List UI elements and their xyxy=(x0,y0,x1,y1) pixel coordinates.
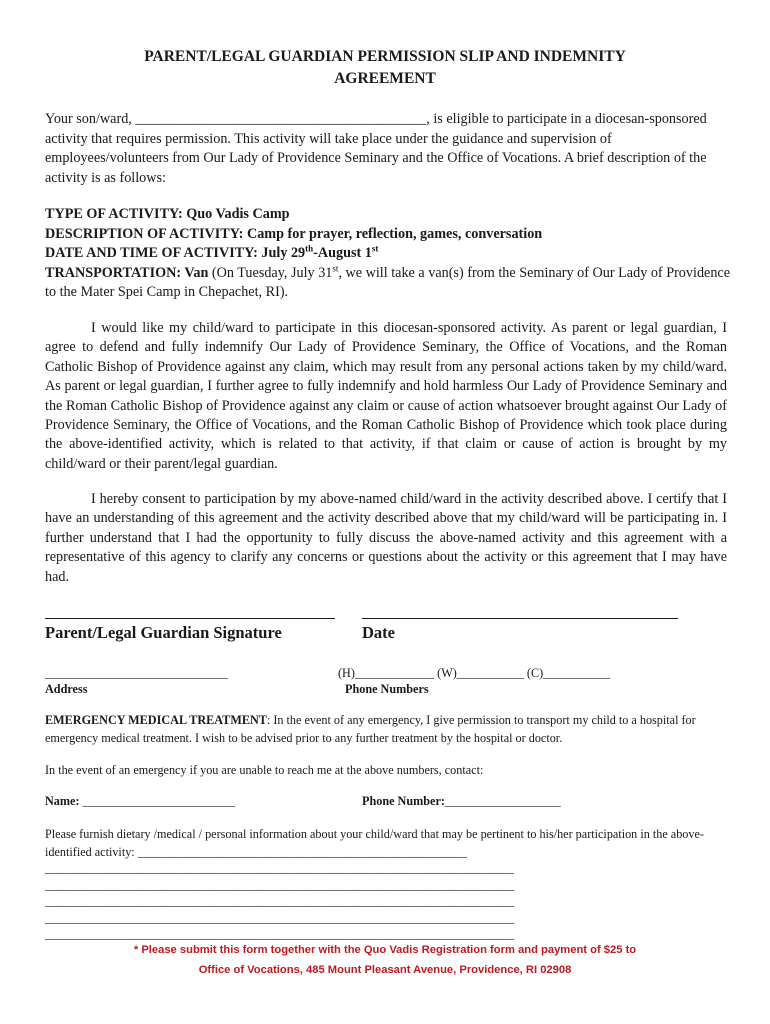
activity-transportation: TRANSPORTATION: Van (On Tuesday, July 31st, we will take a van(s) from the Seminary of Our Lady of Providence to the Mater Spei Camp in Chepachet, RI). xyxy=(45,262,731,300)
contact-phone-field[interactable]: ___________________ xyxy=(444,794,561,808)
son-ward-name-field[interactable]: _________________________________________ xyxy=(135,111,427,127)
contact-phone-row: Phone Number:___________________ xyxy=(362,794,561,808)
address-field[interactable]: ______________________________ xyxy=(45,666,228,680)
title-line-1: PARENT/LEGAL GUARDIAN PERMISSION SLIP AND INDEMNITY xyxy=(144,48,626,65)
document-title xyxy=(60,46,710,90)
signature-line[interactable] xyxy=(45,618,335,619)
indemnity-paragraph: I would like my child/ward to participate in this diocesan-sponsored activity. As parent or legal guardian, I agree to defend and fully indemnify Our Lady of Providence Seminary, the Office of Vocations, and the Roman Catholic Bishop of Providence against any claim, which may result from any personal actions taken by my child/ward. As parent or legal guardian, I further agree to fully indemnify and hold harmless Our Lady of Providence Seminary and the Roman Catholic Bishop of Providence against any claim or cause of action whatsoever brought against Our Lady of Providence Seminary, the Office of Vocations, and the Roman Catholic Bishop of Providence which took place during the above-identified activity, which is related to that activity, if that claim or cause of action is brought by my child/ward or their parent/legal guardian. xyxy=(45,320,727,472)
intro-start: Your son/ward, xyxy=(45,111,132,127)
date-label: Date xyxy=(362,623,395,642)
address-label: Address xyxy=(45,682,88,696)
activity-description: DESCRIPTION OF ACTIVITY: Camp for prayer, reflection, games, conversation xyxy=(45,225,543,242)
blank-line[interactable]: _____________________________________________________________________________ xyxy=(45,861,515,875)
emergency-contact-text: In the event of an emergency if you are unable to reach me at the above numbers, contact: xyxy=(45,763,484,777)
activity-type: TYPE OF ACTIVITY: Quo Vadis Camp xyxy=(45,206,290,222)
dietary-field[interactable]: ______________________________________________________ xyxy=(137,845,467,859)
intro-paragraph xyxy=(45,110,725,188)
blank-line[interactable]: _____________________________________________________________________________ xyxy=(45,894,515,908)
blank-line[interactable]: _____________________________________________________________________________ xyxy=(45,927,515,941)
phone-numbers-label: Phone Numbers xyxy=(345,682,429,696)
date-line[interactable] xyxy=(362,618,678,619)
consent-paragraph: I hereby consent to participation by my above-named child/ward in the activity described above. I certify that I have an understanding of this agreement and the activity described above that my child/ward will be participating in. I further understand that I had the opportunity to fully discuss the above-named activity and this agreement with a representative of this agency to clarify any concerns or questions about the activity or this agreement that I may have had. xyxy=(45,491,727,585)
activity-details xyxy=(45,205,735,303)
intro-rest: , is eligible to participate in a diocesan-sponsored activity that requires permission. This activity will take place under the guidance and supervision of employees/volunteers from Our Lady of Providence Seminary and the Office of Vocations. A brief description of the activity is as follows: xyxy=(45,111,707,186)
signature-label: Parent/Legal Guardian Signature xyxy=(45,623,282,642)
contact-name-field[interactable]: _________________________ xyxy=(82,794,235,808)
submission-note-line-1: * Please submit this form together with the Quo Vadis Registration form and payment of $25 to xyxy=(133,944,637,956)
blank-line[interactable]: _____________________________________________________________________________ xyxy=(45,877,515,892)
phone-numbers-field[interactable]: (H)_____________ (W)___________ (C)___________ xyxy=(338,666,611,680)
title-line-2: AGREEMENT xyxy=(334,70,436,87)
dietary-blank-lines xyxy=(45,860,735,943)
blank-line[interactable]: _____________________________________________________________________________ xyxy=(45,910,515,925)
contact-name-row: Name: _________________________ xyxy=(45,794,235,808)
emergency-paragraph: EMERGENCY MEDICAL TREATMENT: In the event of any emergency, I give permission to transport my child to a hospital for emergency medical treatment. I wish to be advised prior to any further treatment by the hospital or doctor. xyxy=(45,713,696,745)
dietary-paragraph: Please furnish dietary /medical / personal information about your child/ward that may be pertinent to his/her participation in the above-identified activity: ______________________________________________________ xyxy=(45,827,704,859)
submission-note-line-2: Office of Vocations, 485 Mount Pleasant Avenue, Providence, RI 02908 xyxy=(198,964,572,976)
activity-date: DATE AND TIME OF ACTIVITY: July 29th-August 1st xyxy=(45,243,379,261)
